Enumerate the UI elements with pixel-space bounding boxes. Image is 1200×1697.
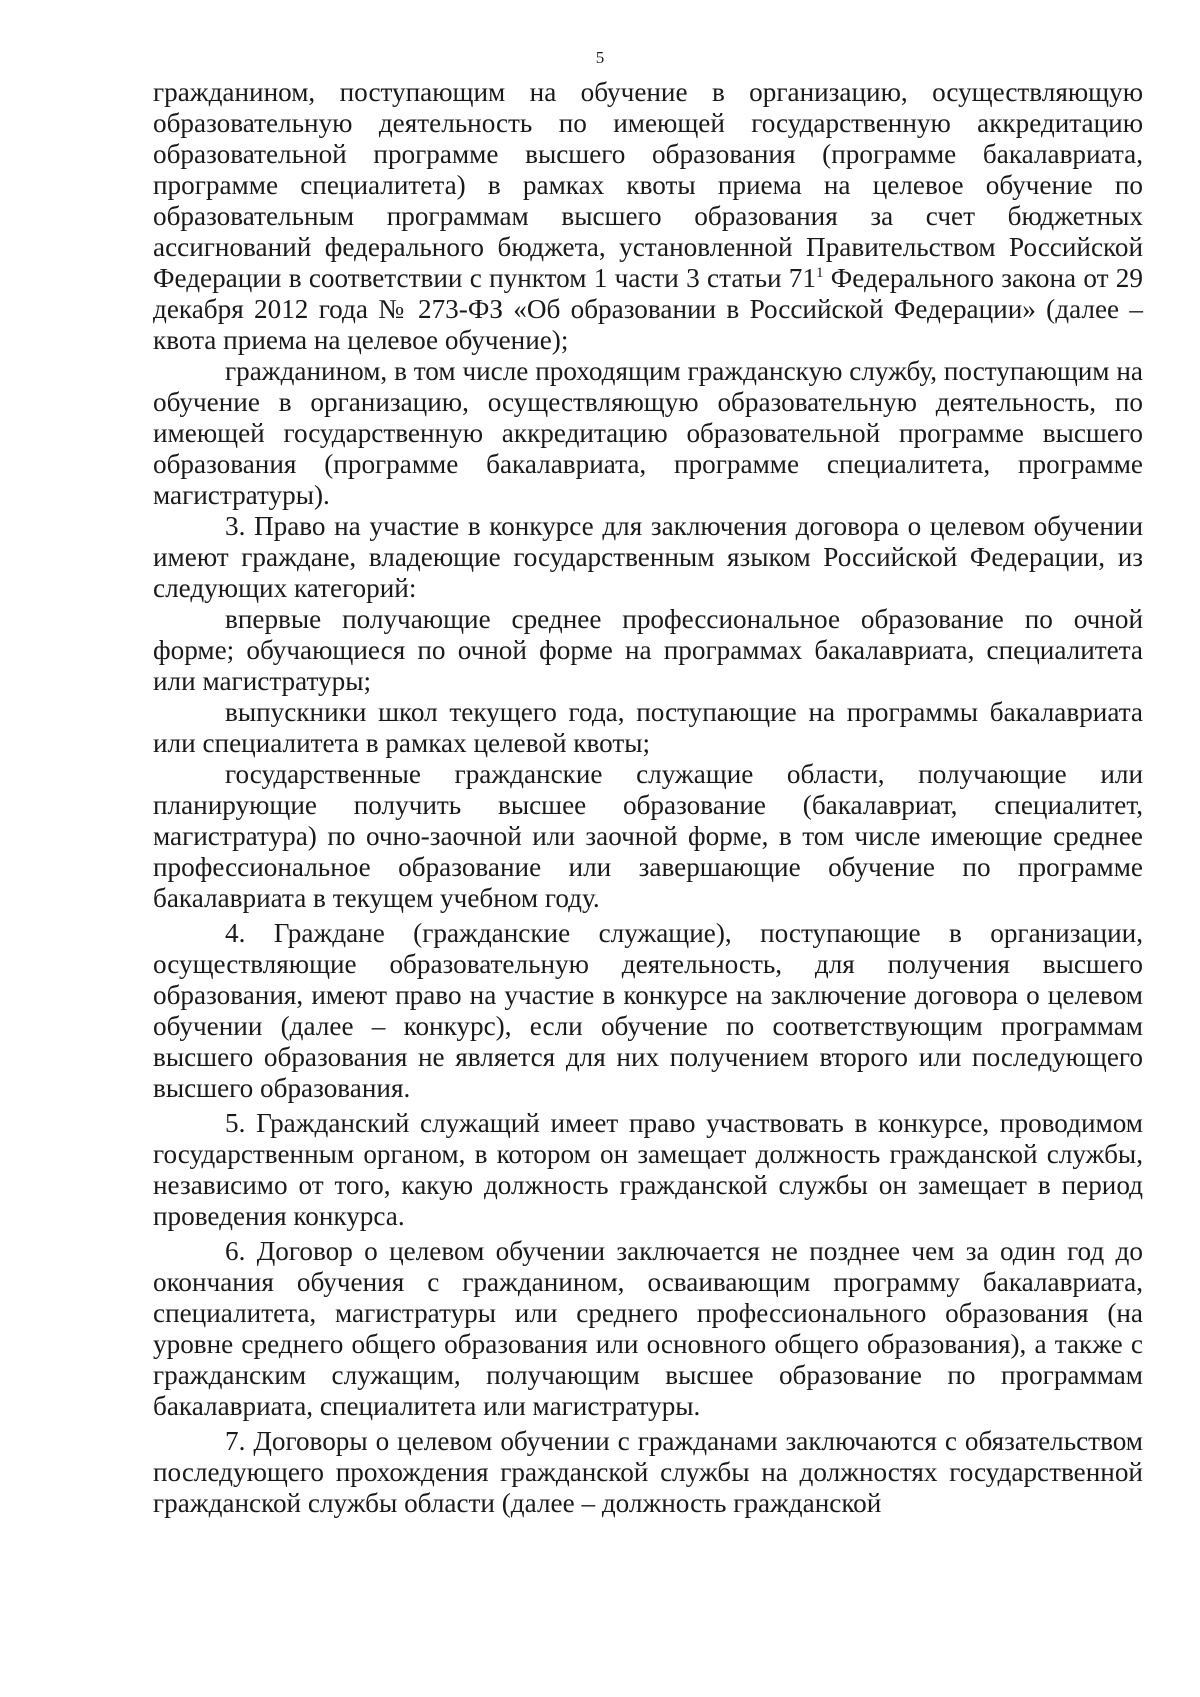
paragraph-item-3: 3. Право на участие в конкурсе для заключения договора о целевом обучении имеют граждане, владеющие государственным языком Российской Федерации, из следующих категорий: bbox=[153, 511, 1143, 603]
document-body bbox=[153, 77, 1143, 1519]
paragraph-item-7: 7. Договоры о целевом обучении с гражданами заключаются с обязательством последующего прохождения гражданской службы на должностях государственной гражданской службы области (далее – должность гражданской bbox=[153, 1426, 1143, 1518]
paragraph-item-6: 6. Договор о целевом обучении заключается не позднее чем за один год до окончания обучения с гражданином, осваивающим программу бакалавриата, специалитета, магистратуры или среднего профессионального образования (на уровне среднего общего образования или основного общего образования), а также с гражданским служащим, получающим высшее образование по программам бакалавриата, специалитета или магистратуры. bbox=[153, 1236, 1143, 1421]
paragraph-category-civil-servants: государственные гражданские служащие области, получающие или планирующие получить высшее образование (бакалавриат, специалитет, магистратура) по очно-заочной или заочной форме, в том числе имеющие среднее профессиональное образование или завершающие обучение по программе бакалавриата в текущем учебном году. bbox=[153, 759, 1143, 913]
article-superscript: 1 bbox=[816, 264, 824, 281]
paragraph-category-spo: впервые получающие среднее профессиональное образование по очной форме; обучающиеся по очной форме на программах бакалавриата, специалитета или магистратуры; bbox=[153, 604, 1143, 696]
paragraph-item-5: 5. Гражданский служащий имеет право участвовать в конкурсе, проводимом государственным органом, в котором он замещает должность гражданской службы, независимо от того, какую должность гражданской службы он замещает в период проведения конкурса. bbox=[153, 1108, 1143, 1231]
page-number: 5 bbox=[595, 48, 605, 67]
paragraph-category-graduates: выпускники школ текущего года, поступающие на программы бакалавриата или специалитета в рамках целевой квоты; bbox=[153, 697, 1143, 758]
paragraph-text: гражданином, поступающим на обучение в организацию, осуществляющую образовательную деятельность по имеющей государственную аккредитацию образовательной программе высшего образования (программе бакалавриата, программе специалитета) в рамках квоты приема на целевое обучение по образовательным программам высшего образования за счет бюджетных ассигнований федерального бюджета, установленной Правительством Российской Федерации в соответствии с пунктом 1 части 3 статьи 71 bbox=[153, 77, 1143, 293]
paragraph-citizen-civil-service: гражданином, в том числе проходящим гражданскую службу, поступающим на обучение в организацию, осуществляющую образовательную деятельность, по имеющей государственную аккредитацию образовательной программе высшего образования (программе бакалавриата, программе специалитета, программе магистратуры). bbox=[153, 356, 1143, 510]
paragraph-text-tail: Федерального закона от 29 декабря 2012 года № 273-ФЗ «Об образовании в Российской Федерации» (далее – квота приема на целевое обучение); bbox=[153, 263, 1143, 355]
paragraph-quota-continuation bbox=[153, 77, 1143, 356]
paragraph-item-4: 4. Граждане (гражданские служащие), поступающие в организации, осуществляющие образовательную деятельность, для получения высшего образования, имеют право на участие в конкурсе на заключение договора о целевом обучении (далее – конкурс), если обучение по соответствующим программам высшего образования не является для них получением второго или последующего высшего образования. bbox=[153, 918, 1143, 1103]
